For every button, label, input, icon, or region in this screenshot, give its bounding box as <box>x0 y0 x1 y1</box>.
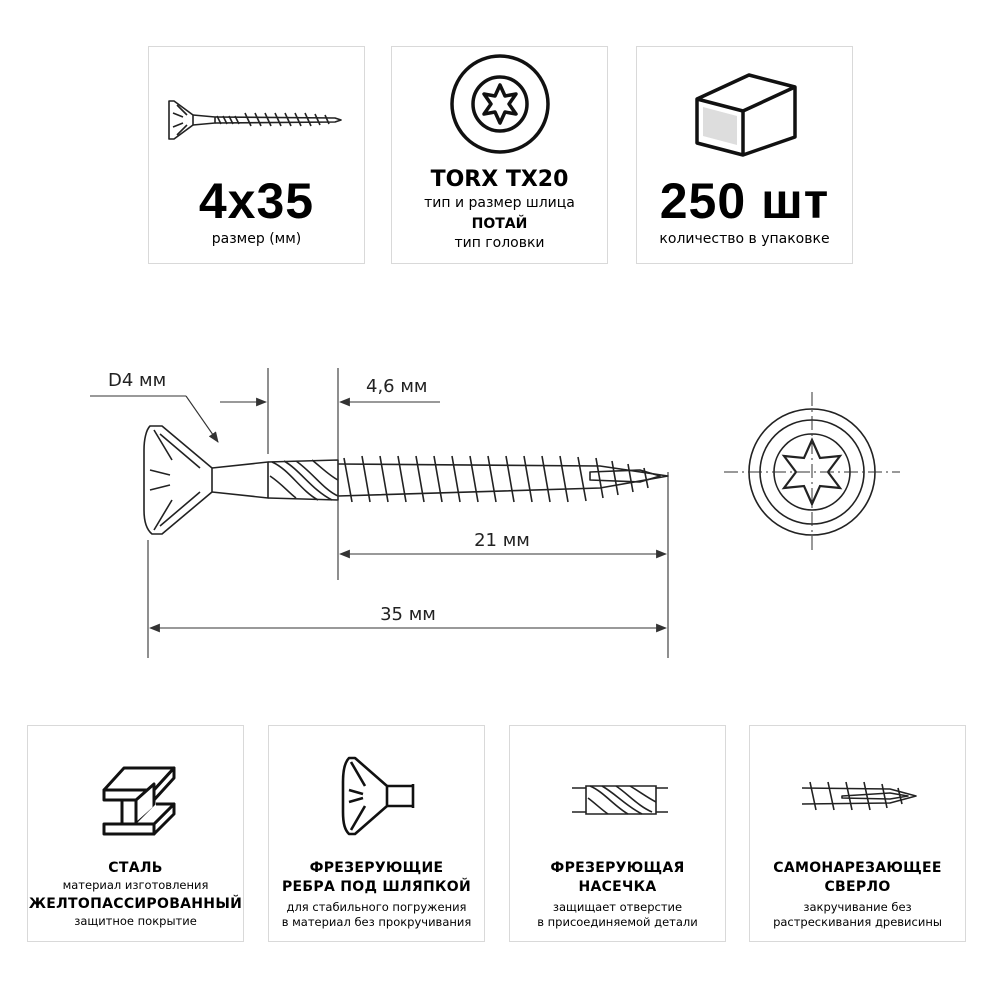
milling-knurl-icon <box>510 726 727 851</box>
quantity-value: 250 шт <box>659 173 830 229</box>
self-drilling-tip-icon <box>750 726 967 851</box>
steel-beam-icon <box>28 726 245 851</box>
slot-card <box>391 46 608 264</box>
thread-length-label: 21 мм <box>474 530 530 551</box>
feature-tip-caption-1: закручивание без <box>803 900 912 914</box>
screw-neck <box>212 462 268 498</box>
feature-card-ribs <box>268 725 485 942</box>
torx-icon <box>392 47 609 157</box>
screw-head <box>144 426 212 534</box>
feature-tip-title-1: САМОНАРЕЗАЮЩЕЕ <box>773 860 942 876</box>
total-length-label: 35 мм <box>380 604 436 625</box>
diameter-label: D4 мм <box>108 370 167 391</box>
size-card <box>148 46 365 264</box>
head-type: ПОТАЙ <box>471 216 528 232</box>
feature-ribs-title-2: РЕБРА ПОД ШЛЯПКОЙ <box>281 879 471 895</box>
slot-type-caption: тип и размер шлица <box>424 195 575 211</box>
feature-tip-caption-2: растрескивания древисины <box>773 915 942 929</box>
feature-steel-title: СТАЛЬ <box>108 860 163 876</box>
screw-shank <box>338 464 668 496</box>
screw-drawing <box>0 330 1000 670</box>
quantity-card <box>636 46 853 264</box>
screw-icon <box>149 47 366 157</box>
feature-knurl-title-2: НАСЕЧКА <box>578 879 657 895</box>
milled-ribs-icon <box>269 726 486 851</box>
feature-card-tip <box>749 725 966 942</box>
quantity-label: количество в упаковке <box>659 231 830 247</box>
feature-ribs-caption-2: в материал без прокручивания <box>281 915 472 929</box>
feature-ribs-title-1: ФРЕЗЕРУЮЩИЕ <box>309 860 444 876</box>
feature-tip-title-2: СВЕРЛО <box>824 879 891 895</box>
size-value: 4x35 <box>198 173 315 229</box>
size-label: размер (мм) <box>211 231 302 247</box>
core-diameter-label: 4,6 мм <box>366 376 428 397</box>
feature-coating-caption: защитное покрытие <box>74 914 197 928</box>
head-type-caption: тип головки <box>454 235 545 251</box>
slot-type: TORX TX20 <box>430 167 569 192</box>
feature-card-steel <box>27 725 244 942</box>
feature-knurl-caption-2: в присоединяемой детали <box>537 915 698 929</box>
feature-knurl-title-1: ФРЕЗЕРУЮЩАЯ <box>550 860 685 876</box>
box-icon <box>637 47 854 157</box>
feature-card-knurl <box>509 725 726 942</box>
feature-steel-caption: материал изготовления <box>62 878 209 892</box>
feature-knurl-caption-1: защищает отверстие <box>552 900 683 914</box>
feature-ribs-caption-1: для стабильного погружения <box>286 900 467 914</box>
feature-coating-title: ЖЕЛТОПАССИРОВАННЫЙ <box>28 896 243 912</box>
